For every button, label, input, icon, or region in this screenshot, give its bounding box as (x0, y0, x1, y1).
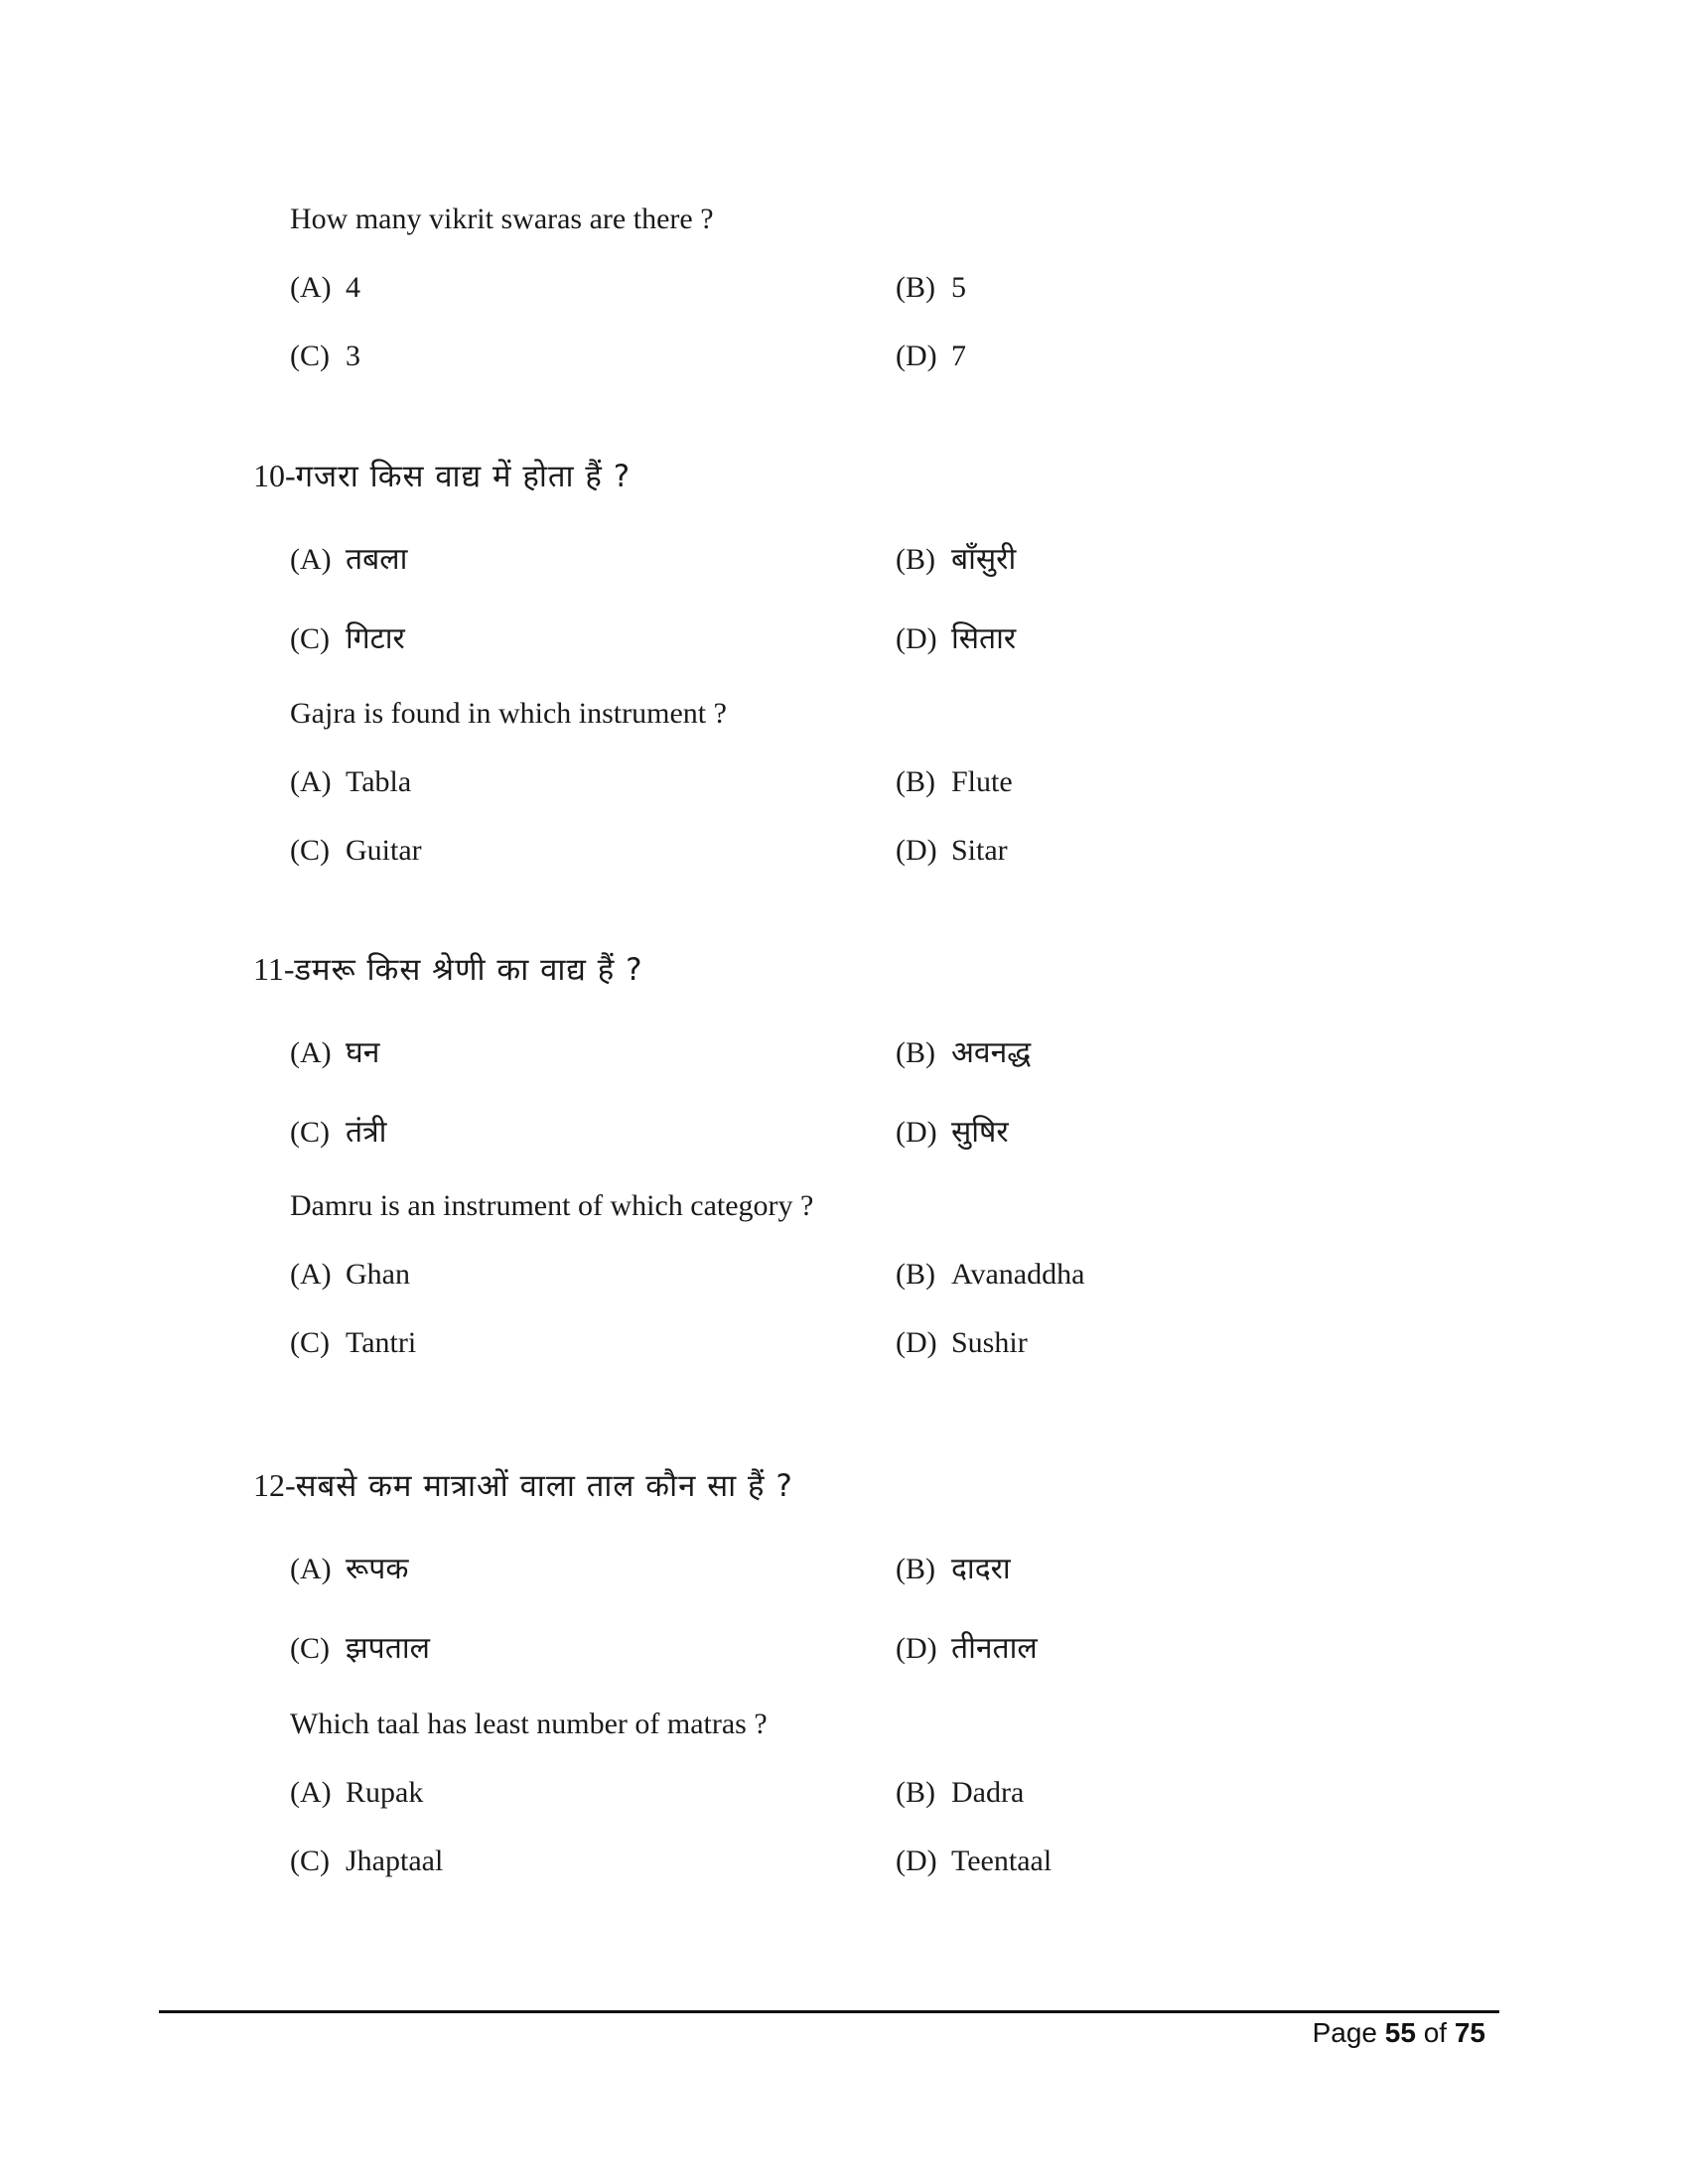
footer-rule (159, 2010, 1499, 2013)
q11-en-option-c: (C) Tantri (290, 1326, 417, 1359)
page-number: Page 55 of 75 (1312, 2017, 1485, 2048)
q11-hi-option-c: (C) तंत्री (290, 1115, 387, 1150)
q12-hi-option-a: (A) रूपक (290, 1552, 409, 1586)
q11-en-option-a: (A) Ghan (290, 1258, 410, 1291)
q12-hi-option-b: (B) दादरा (896, 1552, 1011, 1586)
q11-en-question: Damru is an instrument of which category ? (290, 1189, 814, 1222)
q12-en-question: Which taal has least number of matras ? (290, 1707, 768, 1740)
q11-hi-question: 11-डमरू किस श्रेणी का वाद्य हैं ? (253, 951, 643, 988)
q10-en-option-a: (A) Tabla (290, 765, 412, 798)
q12-en-option-d: (D) Teentaal (896, 1844, 1053, 1877)
q12-en-option-c: (C) Jhaptaal (290, 1844, 444, 1877)
q12-en-option-b: (B) Dadra (896, 1776, 1025, 1809)
q10-hi-question: 10-गजरा किस वाद्य में होता हैं ? (253, 458, 632, 494)
q11-en-option-b: (B) Avanaddha (896, 1258, 1085, 1291)
q10-hi-option-c: (C) गिटार (290, 621, 405, 656)
q9-en-question: How many vikrit swaras are there ? (290, 203, 714, 235)
q10-hi-option-b: (B) बाँसुरी (896, 542, 1017, 577)
q9-en-option-c: (C) 3 (290, 340, 360, 372)
q10-en-option-c: (C) Guitar (290, 834, 422, 867)
q10-en-question: Gajra is found in which instrument ? (290, 697, 727, 730)
q12-en-option-a: (A) Rupak (290, 1776, 424, 1809)
q9-en-option-a: (A) 4 (290, 271, 360, 304)
q12-hi-option-c: (C) झपताल (290, 1631, 430, 1666)
q11-en-option-d: (D) Sushir (896, 1326, 1028, 1359)
q9-en-option-b: (B) 5 (896, 271, 966, 304)
q11-hi-option-a: (A) घन (290, 1035, 380, 1070)
q10-en-option-d: (D) Sitar (896, 834, 1008, 867)
q11-hi-option-b: (B) अवनद्ध (896, 1035, 1032, 1070)
q10-en-option-b: (B) Flute (896, 765, 1013, 798)
q9-en-option-d: (D) 7 (896, 340, 966, 372)
q10-hi-option-d: (D) सितार (896, 621, 1017, 656)
q10-hi-option-a: (A) तबला (290, 542, 408, 577)
q12-hi-option-d: (D) तीनताल (896, 1631, 1038, 1666)
q11-hi-option-d: (D) सुषिर (896, 1115, 1009, 1150)
q12-hi-question: 12-सबसे कम मात्राओं वाला ताल कौन सा हैं ? (253, 1467, 793, 1504)
